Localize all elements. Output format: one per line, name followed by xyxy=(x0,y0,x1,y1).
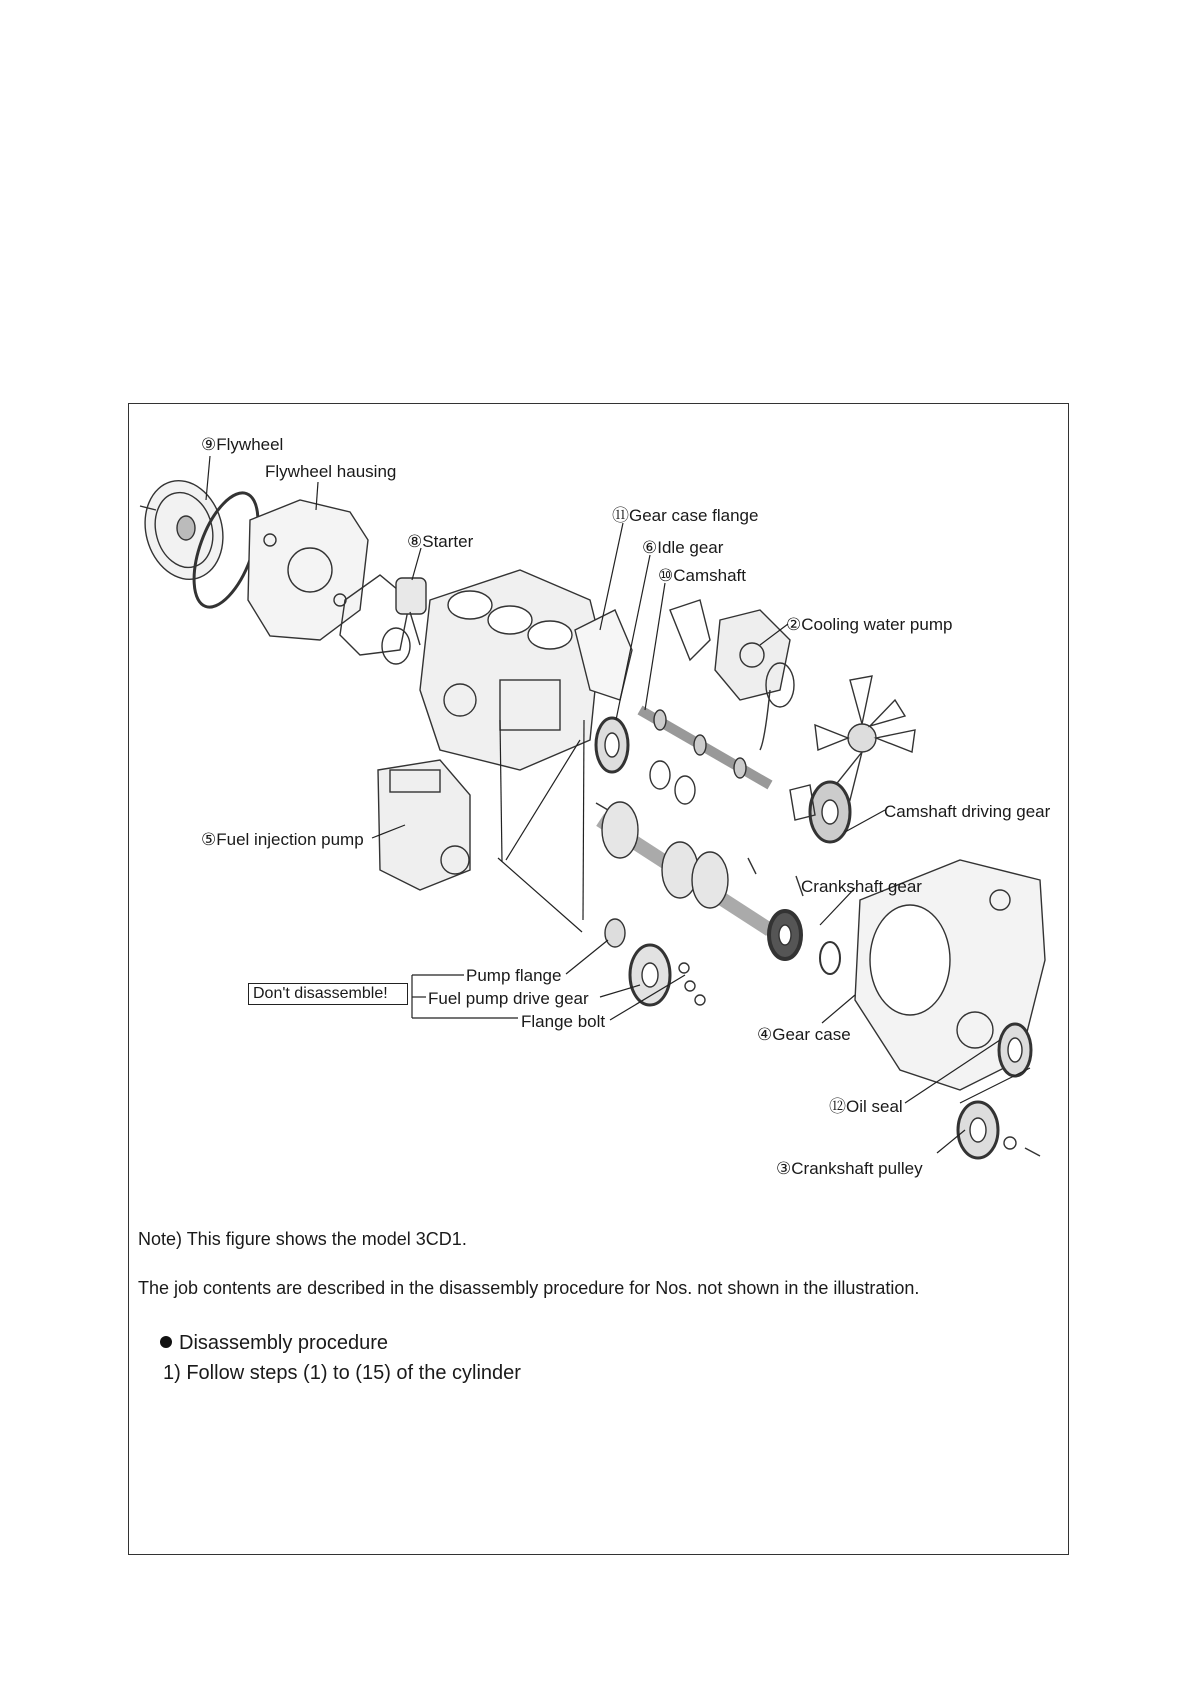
label-camshaft-driving-gear: Camshaft driving gear xyxy=(884,802,1051,821)
label-fuel-injection-pump: ⑤Fuel injection pump xyxy=(201,830,364,850)
label-crankshaft-pulley: ③Crankshaft pulley xyxy=(776,1159,923,1179)
crankshaft-part xyxy=(600,802,770,930)
label-cooling-water-pump: ②Cooling water pump xyxy=(786,615,953,635)
label-camshaft: ⑩Camshaft xyxy=(658,566,746,586)
fuel-injection-pump-part xyxy=(378,760,470,890)
dont-disassemble-box: Don't disassemble! xyxy=(248,983,408,1005)
label-idle-gear: ⑥Idle gear xyxy=(642,538,724,558)
flywheel-part xyxy=(134,472,233,588)
procedure-heading: Disassembly procedure xyxy=(160,1332,388,1355)
label-flywheel-housing: Flywheel hausing xyxy=(265,462,397,481)
label-gear-case-flange: ⑪Gear case flange xyxy=(612,506,759,526)
label-fuel-pump-drive-gear: Fuel pump drive gear xyxy=(428,989,589,1008)
cooling-water-pump-part xyxy=(670,600,790,700)
starter-part xyxy=(396,578,426,645)
procedure-step-1: 1) Follow steps (1) to (15) of the cylinder xyxy=(163,1362,521,1384)
crankshaft-gear-part xyxy=(769,911,801,959)
crankshaft-pulley-part xyxy=(958,1102,1040,1158)
oil-seal-part xyxy=(999,1024,1031,1076)
label-flywheel: ⑨Flywheel xyxy=(201,435,284,455)
camshaft-part xyxy=(640,710,770,785)
cylinder-block-part xyxy=(420,570,600,770)
label-gear-case: ④Gear case xyxy=(757,1025,851,1045)
label-oil-seal: ⑫Oil seal xyxy=(829,1097,903,1117)
idle-gear-part xyxy=(596,718,628,772)
job-note: The job contents are described in the disassembly procedure for Nos. not shown in the illustration. xyxy=(138,1278,920,1298)
label-flange-bolt: Flange bolt xyxy=(521,1012,606,1031)
camshaft-driving-gear-part xyxy=(810,782,850,842)
label-starter: ⑧Starter xyxy=(407,532,474,552)
flywheel-housing-part xyxy=(248,500,368,640)
label-crankshaft-gear: Crankshaft gear xyxy=(801,877,922,896)
bullet-icon xyxy=(160,1336,172,1348)
model-note: Note) This figure shows the model 3CD1. xyxy=(138,1229,467,1249)
pump-flange-part xyxy=(605,919,625,947)
flange-bolt-part xyxy=(679,963,705,1005)
label-pump-flange: Pump flange xyxy=(466,966,562,985)
